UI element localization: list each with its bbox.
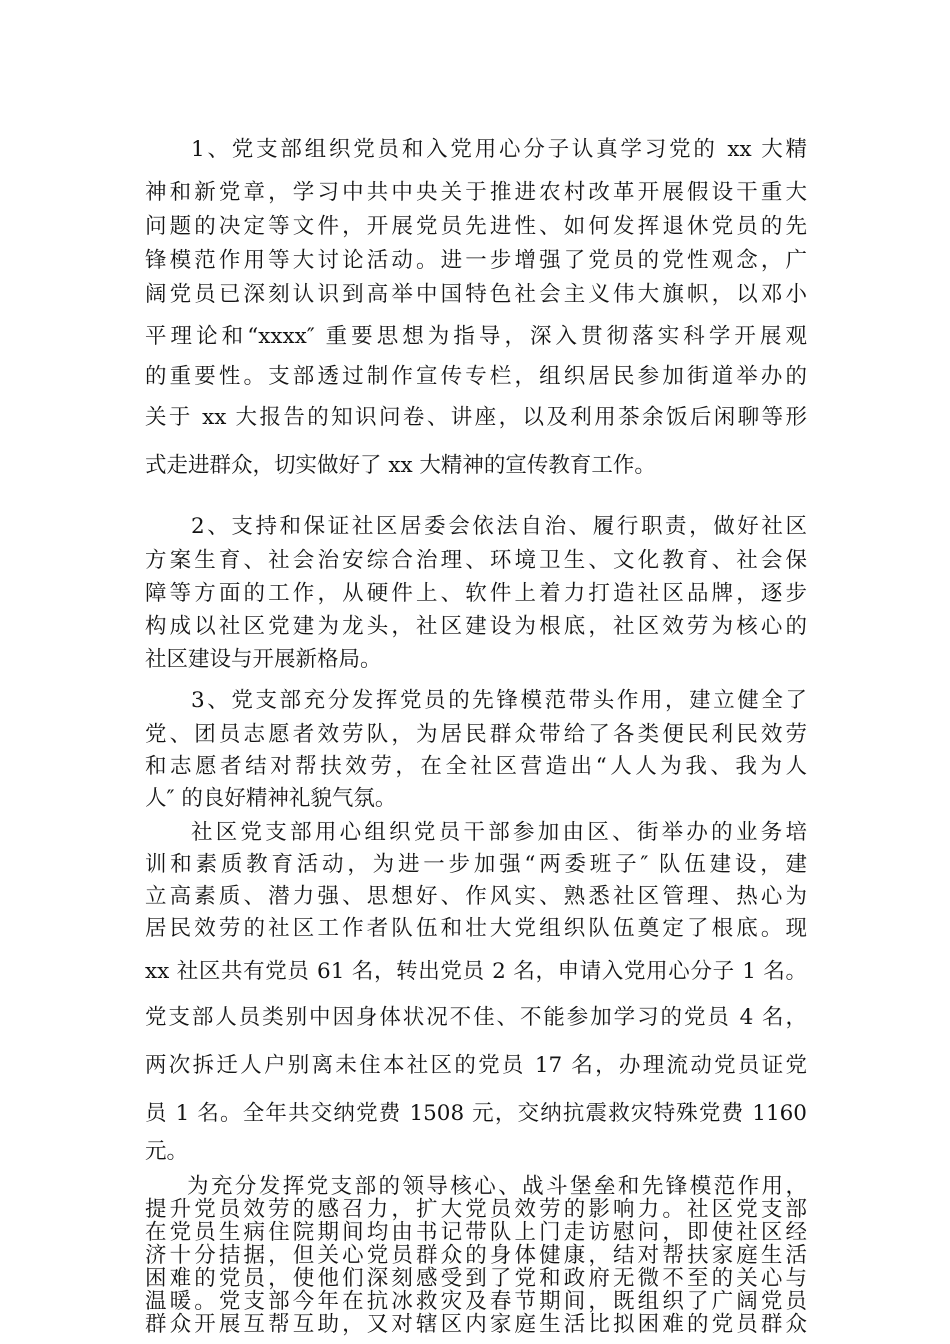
paragraph-1-line-2: 神和新党章，学习中共中央关于推进农村改革开展假设干重大 [145, 180, 807, 205]
paragraph-2-line-1: 2、支持和保证社区居委会依法自治、履行职责，做好社区 [191, 514, 807, 539]
paragraph-4-line-6: 党支部人员类别中因身体状况不佳、不能参加学习的党员 4 名， [145, 1005, 807, 1030]
paragraph-4-line-3: 立高素质、潜力强、思想好、作风实、熟悉社区管理、热心为 [145, 884, 807, 909]
paragraph-1-line-7: 的重要性。支部透过制作宣传专栏，组织居民参加街道举办的 [145, 364, 807, 389]
paragraph-3-line-3: 和志愿者结对帮扶效劳，在全社区营造出“人人为我、我为人 [145, 754, 807, 779]
paragraph-5-line-6: 温暖。党支部今年在抗冰救灾及春节期间，既组织了广阔党员 [145, 1289, 807, 1314]
paragraph-1-line-4: 锋模范作用等大讨论活动。进一步增强了党员的党性观念，广 [145, 248, 807, 273]
paragraph-4-line-5: xx 社区共有党员 61 名，转出党员 2 名，申请入党用心分子 1 名。 [145, 959, 807, 984]
paragraph-2-line-4: 构成以社区党建为龙头，社区建设为根底，社区效劳为核心的 [145, 614, 807, 639]
paragraph-1-line-3: 问题的决定等文件，开展党员先进性、如何发挥退休党员的先 [145, 214, 807, 239]
paragraph-3-line-2: 党、团员志愿者效劳队，为居民群众带给了各类便民利民效劳 [145, 722, 807, 747]
paragraph-4-line-7: 两次拆迁人户别离未住本社区的党员 17 名，办理流动党员证党 [145, 1053, 807, 1078]
paragraph-1-line-5: 阔党员已深刻认识到高举中国特色社会主义伟大旗帜，以邓小 [145, 282, 807, 307]
paragraph-5-line-1: 为充分发挥党支部的领导核心、战斗堡垒和先锋模范作用， [187, 1174, 807, 1199]
paragraph-4-line-4: 居民效劳的社区工作者队伍和壮大党组织队伍奠定了根底。现 [145, 916, 807, 941]
paragraph-5-line-3: 在党员生病住院期间均由书记带队上门走访慰问，即使社区经 [145, 1220, 807, 1245]
paragraph-1-line-8: 关于 xx 大报告的知识问卷、讲座，以及利用茶余饭后闲聊等形 [145, 405, 807, 430]
paragraph-1-line-1: 1、党支部组织党员和入党用心分子认真学习党的 xx 大精 [191, 137, 807, 162]
paragraph-1-line-6: 平理论和“xxxx″ 重要思想为指导，深入贯彻落实科学开展观 [145, 324, 807, 349]
paragraph-2-line-3: 障等方面的工作，从硬件上、软件上着力打造社区品牌，逐步 [145, 581, 807, 606]
paragraph-2-line-5: 社区建设与开展新格局。 [145, 647, 382, 672]
paragraph-5-line-5: 困难的党员，使他们深刻感受到了党和政府无微不至的关心与 [145, 1266, 807, 1291]
paragraph-5-line-7: 群众开展互帮互助，又对辖区内家庭生活比拟困难的党员群众 [145, 1312, 807, 1337]
paragraph-4-line-8: 员 1 名。全年共交纳党费 1508 元，交纳抗震救灾特殊党费 1160 [145, 1101, 807, 1126]
paragraph-4-line-9: 元。 [145, 1139, 189, 1164]
paragraph-1-line-9: 式走进群众，切实做好了 xx 大精神的宣传教育工作。 [145, 453, 656, 478]
paragraph-2-line-2: 方案生育、社会治安综合治理、环境卫生、文化教育、社会保 [145, 548, 807, 573]
paragraph-3-line-1: 3、党支部充分发挥党员的先锋模范带头作用，建立健全了 [191, 688, 807, 713]
paragraph-5-line-2: 提升党员效劳的感召力，扩大党员效劳的影响力。社区党支部 [145, 1197, 807, 1222]
paragraph-3-line-4: 人″ 的良好精神礼貌气氛。 [145, 786, 397, 811]
paragraph-4-line-1: 社区党支部用心组织党员干部参加由区、街举办的业务培 [191, 820, 807, 845]
paragraph-4-line-2: 训和素质教育活动，为进一步加强“两委班子″ 队伍建设，建 [145, 852, 807, 877]
paragraph-5-line-4: 济十分拮据，但关心党员群众的身体健康，结对帮扶家庭生活 [145, 1243, 807, 1268]
